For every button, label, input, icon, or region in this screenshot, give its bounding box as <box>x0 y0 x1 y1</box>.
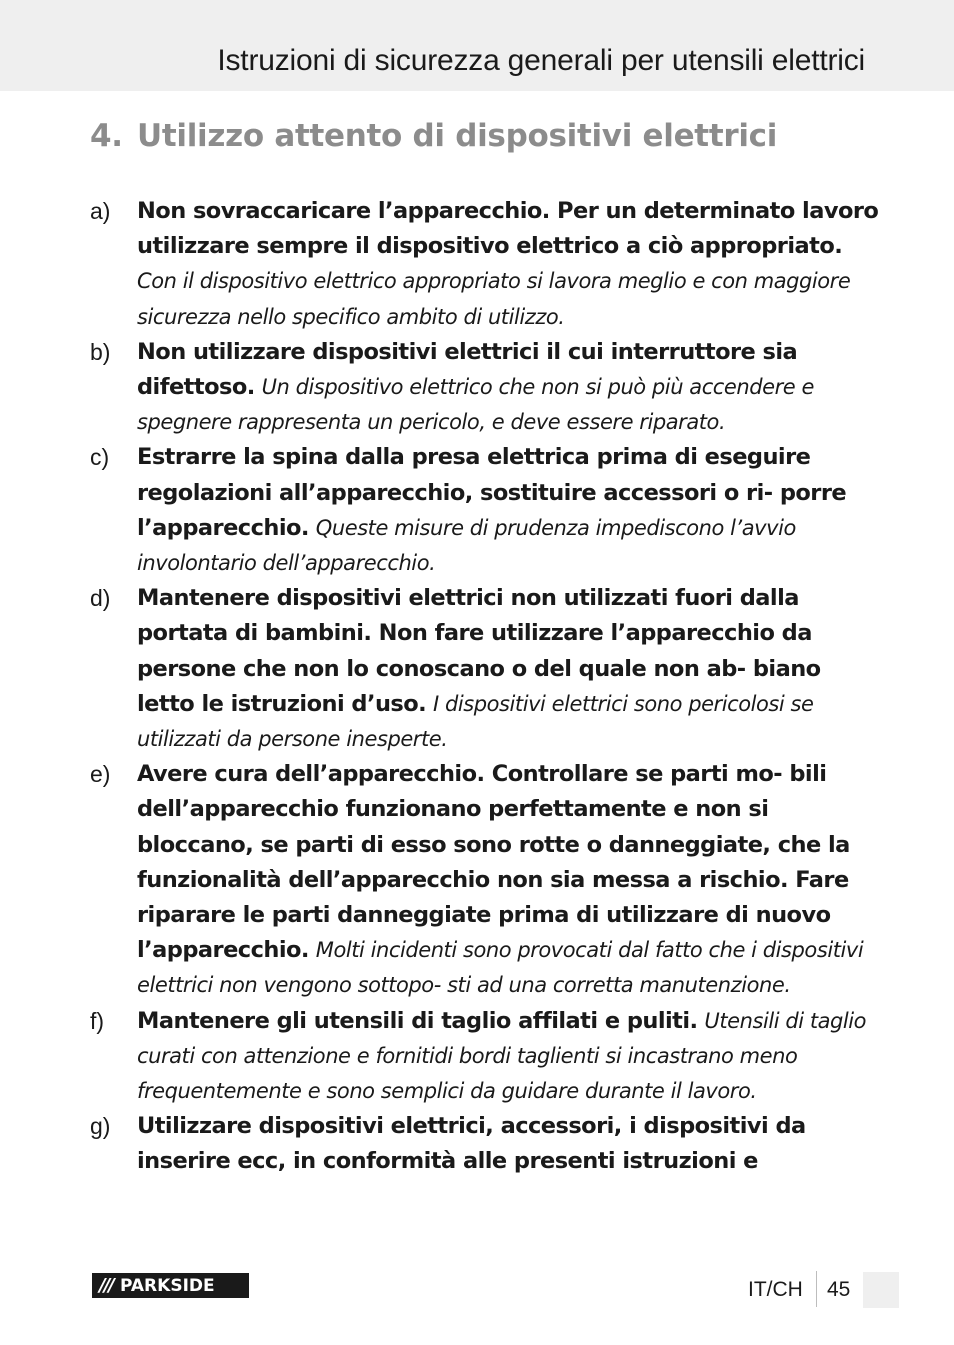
logo-slashes: /// <box>99 1275 113 1296</box>
item-italic-text: Molti incidenti sono provocati dal fatto che i dispositivi elettrici non vengono sottopo- sti ad una corretta manutenzione. <box>137 938 864 998</box>
item-italic-text: I dispositivi elettrici sono pericolosi se utilizzati da persone inesperte. <box>137 691 814 752</box>
list-item <box>90 581 880 757</box>
item-text <box>137 440 880 581</box>
item-letter: f) <box>90 1007 105 1034</box>
parkside-logo <box>92 1273 249 1298</box>
item-text <box>137 757 880 1003</box>
section-heading <box>90 118 777 154</box>
item-letter: c) <box>90 444 110 471</box>
page-header-title: Istruzioni di sicurezza generali per utensili elettrici <box>217 44 865 77</box>
item-italic-text: Un dispositivo elettrico che non si può più accendere e spegnere rappresenta un pericolo, e deve essere riparato. <box>137 375 814 435</box>
section-title: Utilizzo attento di dispositivi elettrici <box>137 118 778 154</box>
item-bold-text: Non sovraccaricare l’apparecchio. Per un determinato lavoro utilizzare sempre il dispositivo elettrico a ciò appropriato. <box>137 198 879 260</box>
item-italic-text: Queste misure di prudenza impediscono l’avvio involontario dell’apparecchio. <box>137 515 796 576</box>
language-code: IT/CH <box>748 1278 803 1301</box>
list-item <box>90 440 880 581</box>
item-bold-text: Utilizzare dispositivi elettrici, accessori, i dispositivi da inserire ecc, in conformità alle presenti istruzioni e <box>137 1113 806 1175</box>
logo-brand-text: PARKSIDE <box>120 1275 215 1296</box>
item-letter: g) <box>90 1113 111 1140</box>
footer-divider <box>816 1271 817 1307</box>
item-text <box>137 581 880 757</box>
item-letter: a) <box>90 198 111 224</box>
item-text <box>137 1004 880 1110</box>
item-italic-text: Con il dispositivo elettrico appropriato si lavora meglio e con maggiore sicurezza nello specifico ambito di utilizzo. <box>137 269 851 329</box>
section-number: 4. <box>90 118 123 154</box>
safety-instructions-list <box>90 194 880 1180</box>
item-letter: e) <box>90 761 111 788</box>
list-item <box>90 335 880 441</box>
item-letter: b) <box>90 338 111 365</box>
item-text <box>137 1109 880 1179</box>
page-number: 45 <box>827 1278 851 1301</box>
item-bold-text: Estrarre la spina dalla presa elettrica prima di eseguire regolazioni all’apparecchio, sostituire accessori o ri- porre l’apparecchio. <box>137 444 847 541</box>
item-bold-text: Mantenere gli utensili di taglio affilati e puliti. <box>137 1007 698 1034</box>
list-item <box>90 1004 880 1110</box>
page-tab-marker <box>863 1272 899 1308</box>
item-bold-text: Avere cura dell’apparecchio. Controllare se parti mo- bili dell’apparecchio funzionano perfettamente e non si bloccano, se parti di esso sono rotte o danneggiate, che la funzionalità dell’apparecchio non sia messa a rischio. Fare riparare le parti danneggiate prima di utilizzare di nuovo l’apparecchio. <box>137 761 850 964</box>
item-text <box>137 194 880 335</box>
list-item <box>90 1109 880 1179</box>
list-item <box>90 194 880 335</box>
item-letter: d) <box>90 585 111 612</box>
item-bold-text: Non utilizzare dispositivi elettrici il cui interruttore sia difettoso. <box>137 338 798 401</box>
item-text <box>137 335 880 441</box>
item-bold-text: Mantenere dispositivi elettrici non utilizzati fuori dalla portata di bambini. Non fare utilizzare l’apparecchio da persone che non lo conoscano o del quale non ab- biano letto le istruzioni d’uso. <box>137 585 821 717</box>
item-italic-text: Utensili di taglio curati con attenzione e fornitidi bordi taglienti si incastrano meno frequentemente e sono semplici da guidare durante il lavoro. <box>137 1008 867 1104</box>
list-item <box>90 757 880 1003</box>
